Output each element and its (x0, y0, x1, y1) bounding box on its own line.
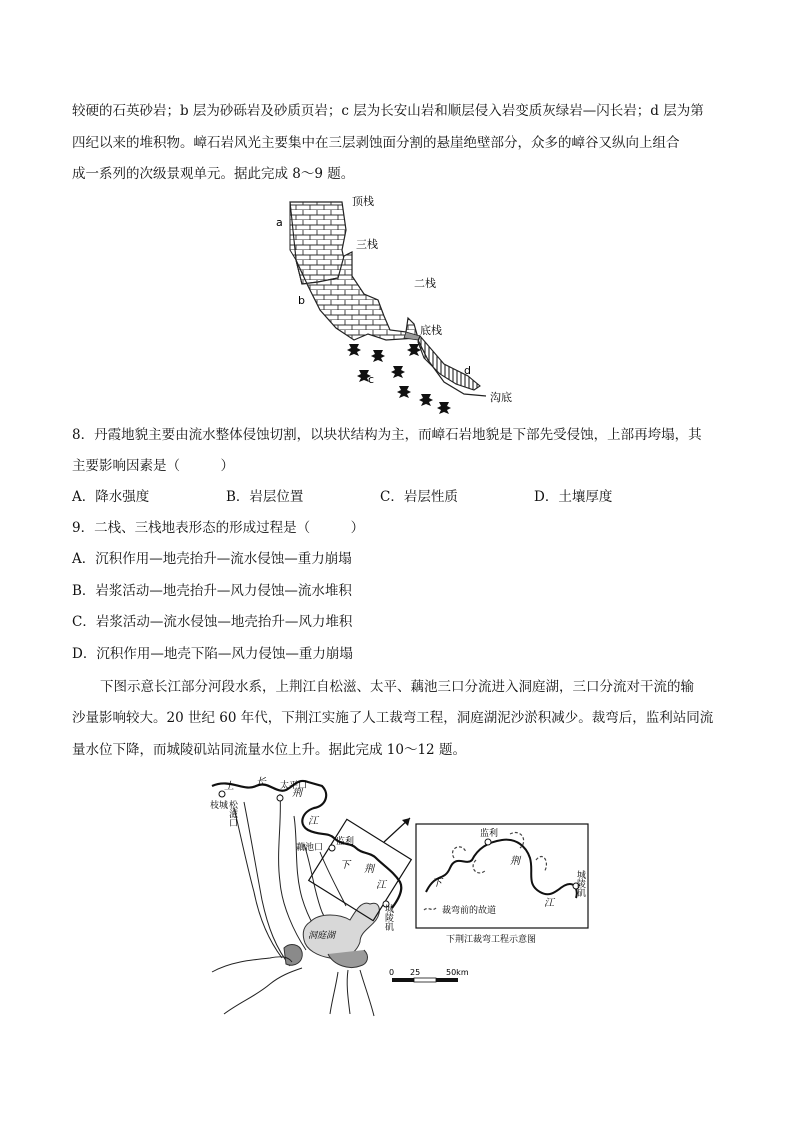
label-third-stack: 三栈 (356, 238, 378, 251)
label-second-stack: 二栈 (414, 277, 436, 290)
q9-stem: 9．二栈、三栈地表形态的形成过程是（ ） (72, 520, 365, 536)
passage2-line-1: 下图示意长江部分河段水系，上荆江自松滋、太平、藕池三口分流进入洞庭湖，三口分流对干流的输 (100, 679, 694, 695)
q8-option-a[interactable]: A．降水强度 (72, 489, 150, 505)
inset-legend-old-channel: 裁弯前的故道 (442, 906, 497, 916)
cliff-profile-figure (268, 190, 528, 420)
inset-map (416, 824, 588, 945)
map-label-oucikou: 藕池口 (296, 843, 324, 853)
intro-line-2: 四纪以来的堆积物。嶂石岩风光主要集中在三层剥蚀面分割的悬崖绝壁部分，众多的嶂谷又纵向上组合 (72, 135, 680, 151)
inset-label-jiang: 江 (544, 898, 554, 909)
map-label-jiang-lower: 江 (376, 880, 386, 891)
q8-stem-line-1: 8．丹霞地貌主要由流水整体侵蚀切割，以块状结构为主，而嶂石岩地貌是下部先受侵蚀，上部再垮塌，其 (72, 427, 702, 443)
inset-label-xia: 下 (432, 878, 442, 889)
map-label-xia: 下 (340, 860, 350, 871)
q8-stem-line-2: 主要影响因素是（ ） (72, 458, 234, 474)
scale-label-50km: 50km (446, 968, 469, 977)
map-label-shang: 上 (224, 781, 234, 792)
map-label-jing-lower: 荆 (364, 864, 374, 875)
map-label-jiang-upper: 江 (308, 816, 318, 827)
yangtze-river-map (210, 772, 590, 1020)
label-a: a (276, 216, 283, 229)
map-label-chang: 长 (256, 777, 266, 788)
q9-option-d[interactable]: D．沉积作用—地壳下陷—风力侵蚀—重力崩塌 (72, 646, 353, 662)
label-c: c (368, 373, 375, 386)
label-b: b (298, 294, 305, 307)
q8-option-b[interactable]: B．岩层位置 (226, 489, 304, 505)
map-label-chenglingji: 城陵矶 (383, 904, 393, 931)
inset-caption: 下荆江裁弯工程示意图 (446, 935, 537, 945)
passage2-line-2: 沙量影响较大。20 世纪 60 年代，下荆江实施了人工裁弯工程，洞庭湖泥沙淤积减少。裁弯后，监利站同流 (72, 710, 714, 726)
inset-label-jianli: 监利 (480, 829, 499, 839)
q8-option-c[interactable]: C．岩层性质 (380, 489, 458, 505)
intro-line-1: 较硬的石英砂岩；b 层为砂砾岩及砂质页岩；c 层为长安山岩和顺层侵入岩变质灰绿岩—闪长岩；d 层为第 (72, 103, 704, 119)
map-label-dongtinghu: 洞庭湖 (308, 931, 336, 941)
scale-label-25: 25 (410, 968, 421, 977)
inset-label-chenglingji: 城陵矶 (575, 870, 585, 897)
map-label-taipingkou: 太平口 (280, 781, 308, 791)
q9-option-a[interactable]: A．沉积作用—地壳抬升—流水侵蚀—重力崩塌 (72, 551, 352, 567)
inset-label-jing: 荆 (510, 856, 520, 867)
scale-label-0: 0 (389, 968, 395, 977)
label-top-stack: 顶栈 (352, 195, 374, 208)
map-label-zhicheng: 枝城 (210, 801, 229, 811)
label-d: d (464, 364, 471, 377)
map-label-jianli: 监利 (336, 837, 355, 847)
q9-option-c[interactable]: C．岩浆活动—流水侵蚀—地壳抬升—风力堆积 (72, 614, 353, 630)
q9-option-b[interactable]: B．岩浆活动—地壳抬升—风力侵蚀—流水堆积 (72, 583, 352, 599)
q8-option-d[interactable]: D．土壤厚度 (534, 489, 613, 505)
intro-line-3: 成一系列的次级景观单元。据此完成 8～9 题。 (72, 166, 355, 182)
map-label-jing-upper: 荆 (292, 788, 302, 799)
label-bottom-stack: 底栈 (420, 324, 442, 337)
map-label-songzikou: 松滋口 (227, 800, 237, 827)
passage2-line-3: 量水位下降，而城陵矶站同流量水位上升。据此完成 10～12 题。 (72, 742, 466, 758)
label-gully: 沟底 (490, 391, 512, 404)
